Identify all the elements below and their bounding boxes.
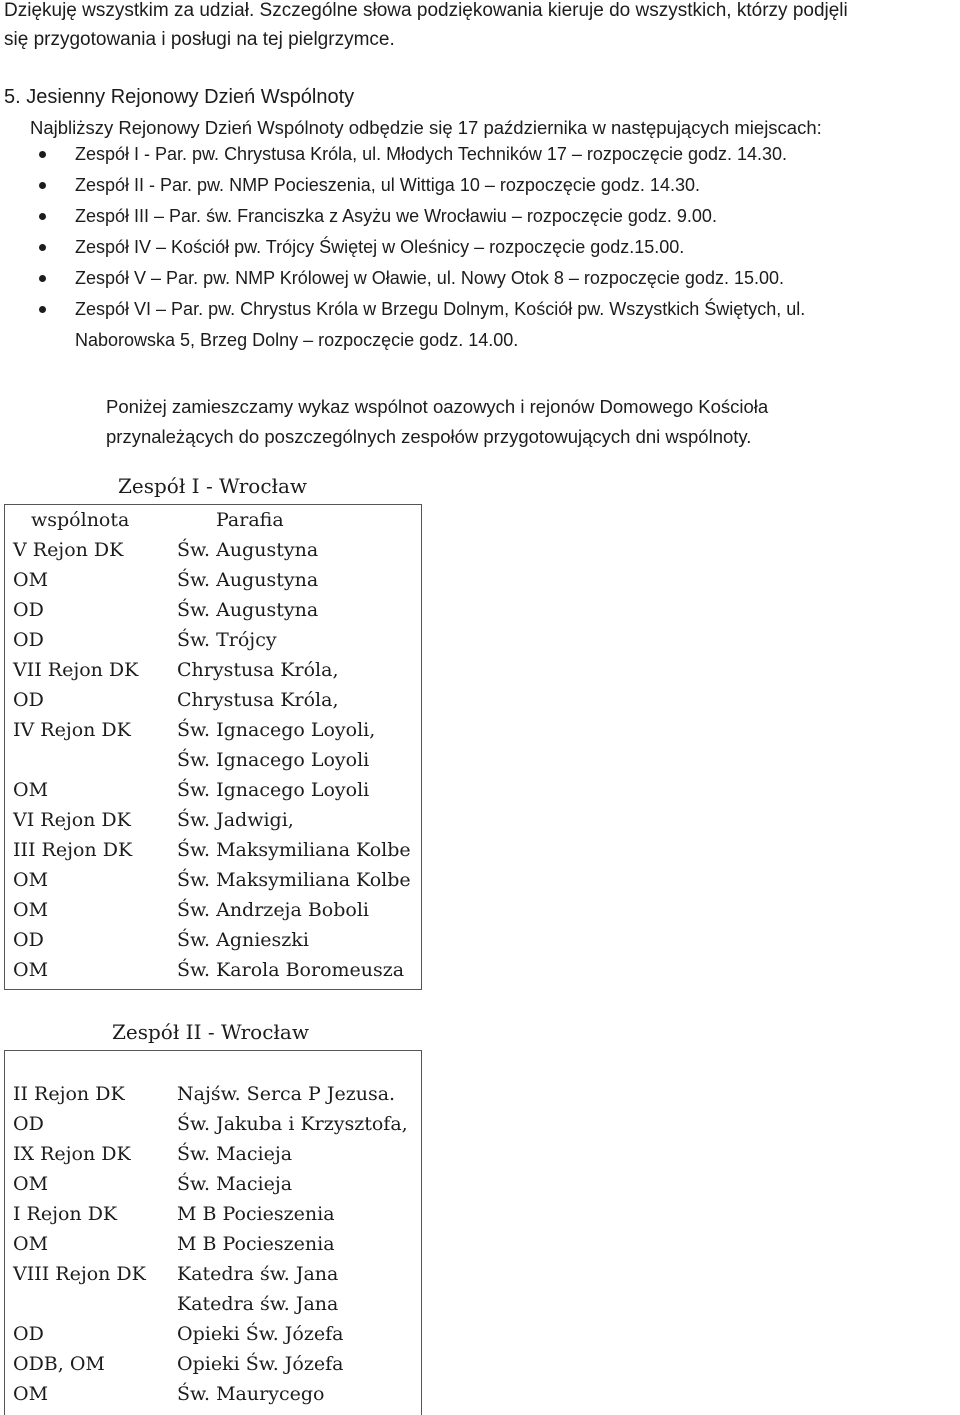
table-cell-parafia: Opieki Św. Józefa — [177, 1353, 344, 1375]
zespol-2-title: Zespół II - Wrocław — [112, 1020, 309, 1044]
table-cell-parafia: Św. Maksymiliana Kolbe — [177, 839, 411, 861]
table-cell-wspolnota: OD — [13, 1323, 44, 1345]
table-cell-wspolnota: OM — [13, 959, 49, 981]
table-cell-wspolnota: OM — [13, 569, 49, 591]
table-cell-wspolnota: OM — [13, 869, 49, 891]
table-cell-parafia: Św. Ignacego Loyoli — [177, 749, 370, 771]
table-cell-parafia: Najśw. Serca P Jezusa. — [177, 1083, 396, 1105]
table-cell-parafia: Opieki Św. Józefa — [177, 1323, 344, 1345]
table-cell-parafia: Św. Jakuba i Krzysztofa, — [177, 1113, 408, 1135]
table-cell-parafia: Św. Jadwigi, — [177, 809, 294, 831]
table-cell-parafia: Św. Maurycego — [177, 1383, 325, 1405]
table-cell-parafia: Chrystusa Króla, — [177, 659, 339, 681]
bullet-icon — [39, 306, 46, 313]
table-cell-parafia: Św. Augustyna — [177, 539, 319, 561]
table-cell-wspolnota: V Rejon DK — [13, 539, 124, 561]
table-cell-wspolnota: VIII Rejon DK — [13, 1263, 146, 1285]
zespol-2-table — [4, 1050, 422, 1415]
table-cell-parafia: Św. Ignacego Loyoli — [177, 779, 370, 801]
column-header-parafia: Parafia — [216, 509, 284, 531]
table-cell-parafia: Św. Andrzeja Boboli — [177, 899, 369, 921]
table-cell-wspolnota: II Rejon DK — [13, 1083, 125, 1105]
list-item-continuation: Naborowska 5, Brzeg Dolny – rozpoczęcie godz. 14.00. — [75, 330, 519, 350]
paragraph-line-1: Poniżej zamieszczamy wykaz wspólnot oazowych i rejonów Domowego Kościoła — [106, 396, 769, 417]
table-cell-wspolnota: OD — [13, 689, 44, 711]
bullet-icon — [39, 151, 46, 158]
table-cell-wspolnota: OM — [13, 899, 49, 921]
table-cell-parafia: Św. Agnieszki — [177, 929, 309, 951]
list-item: Zespół IV – Kościół pw. Trójcy Świętej w Oleśnicy – rozpoczęcie godz.15.00. — [30, 232, 805, 263]
bullet-icon — [39, 244, 46, 251]
table-cell-wspolnota: IV Rejon DK — [13, 719, 131, 741]
table-cell-wspolnota: IX Rejon DK — [13, 1143, 131, 1165]
table-cell-parafia: Katedra św. Jana — [177, 1263, 339, 1285]
table-cell-parafia: M B Pocieszenia — [177, 1203, 335, 1225]
table-cell-parafia: Św. Ignacego Loyoli, — [177, 719, 376, 741]
table-cell-wspolnota: OM — [13, 1173, 49, 1195]
zespol-1-table — [4, 504, 422, 990]
table-cell-parafia: Katedra św. Jana — [177, 1293, 339, 1315]
table-cell-parafia: Św. Karola Boromeusza — [177, 959, 405, 981]
table-cell-parafia: Św. Macieja — [177, 1143, 293, 1165]
list-item: Zespół VI – Par. pw. Chrystus Króla w Brzegu Dolnym, Kościół pw. Wszystkich Świętych, ul. — [30, 294, 805, 325]
table-cell-wspolnota: I Rejon DK — [13, 1203, 118, 1225]
table-cell-parafia: Św. Trójcy — [177, 629, 277, 651]
table-cell-wspolnota: ODB, OM — [13, 1353, 105, 1375]
table-cell-wspolnota: VI Rejon DK — [13, 809, 131, 831]
table-cell-parafia: Św. Augustyna — [177, 599, 319, 621]
column-header-wspolnota: wspólnota — [31, 509, 130, 531]
table-cell-wspolnota: OM — [13, 1233, 49, 1255]
schedule-list — [30, 139, 805, 356]
intro-line-2: się przygotowania i posługi na tej pielgrzymce. — [4, 29, 395, 50]
table-cell-wspolnota: OD — [13, 929, 44, 951]
section-intro: Najbliższy Rejonowy Dzień Wspólnoty odbędzie się 17 października w następujących miejscach: — [30, 117, 822, 138]
list-item: Zespół V – Par. pw. NMP Królowej w Oławie, ul. Nowy Otok 8 – rozpoczęcie godz. 15.00. — [30, 263, 805, 294]
table-cell-wspolnota: III Rejon DK — [13, 839, 133, 861]
table-cell-wspolnota: VII Rejon DK — [13, 659, 139, 681]
zespol-1-title: Zespół I - Wrocław — [118, 474, 308, 498]
table-cell-parafia: Św. Augustyna — [177, 569, 319, 591]
table-cell-wspolnota: OM — [13, 779, 49, 801]
table-cell-parafia: M B Pocieszenia — [177, 1233, 335, 1255]
list-item: Zespół I - Par. pw. Chrystusa Króla, ul. Młodych Techników 17 – rozpoczęcie godz. 14.30. — [30, 139, 805, 170]
table-cell-wspolnota: OD — [13, 629, 44, 651]
table-cell-wspolnota: OD — [13, 1113, 44, 1135]
section-heading: 5. Jesienny Rejonowy Dzień Wspólnoty — [4, 86, 355, 108]
table-cell-parafia: Chrystusa Króla, — [177, 689, 339, 711]
bullet-icon — [39, 182, 46, 189]
table-cell-parafia: Św. Macieja — [177, 1173, 293, 1195]
table-cell-wspolnota: OD — [13, 599, 44, 621]
bullet-icon — [39, 275, 46, 282]
table-cell-wspolnota: OM — [13, 1383, 49, 1405]
list-item: Zespół III – Par. św. Franciszka z Asyżu we Wrocławiu – rozpoczęcie godz. 9.00. — [30, 201, 805, 232]
bullet-icon — [39, 213, 46, 220]
list-item: Zespół II - Par. pw. NMP Pocieszenia, ul Wittiga 10 – rozpoczęcie godz. 14.30. — [30, 170, 805, 201]
table-cell-parafia: Św. Maksymiliana Kolbe — [177, 869, 411, 891]
paragraph-line-2: przynależących do poszczególnych zespołów przygotowujących dni wspólnoty. — [106, 426, 752, 447]
intro-line-1: Dziękuję wszystkim za udział. Szczególne słowa podziękowania kieruje do wszystkich, którzy podjęli — [4, 0, 848, 21]
